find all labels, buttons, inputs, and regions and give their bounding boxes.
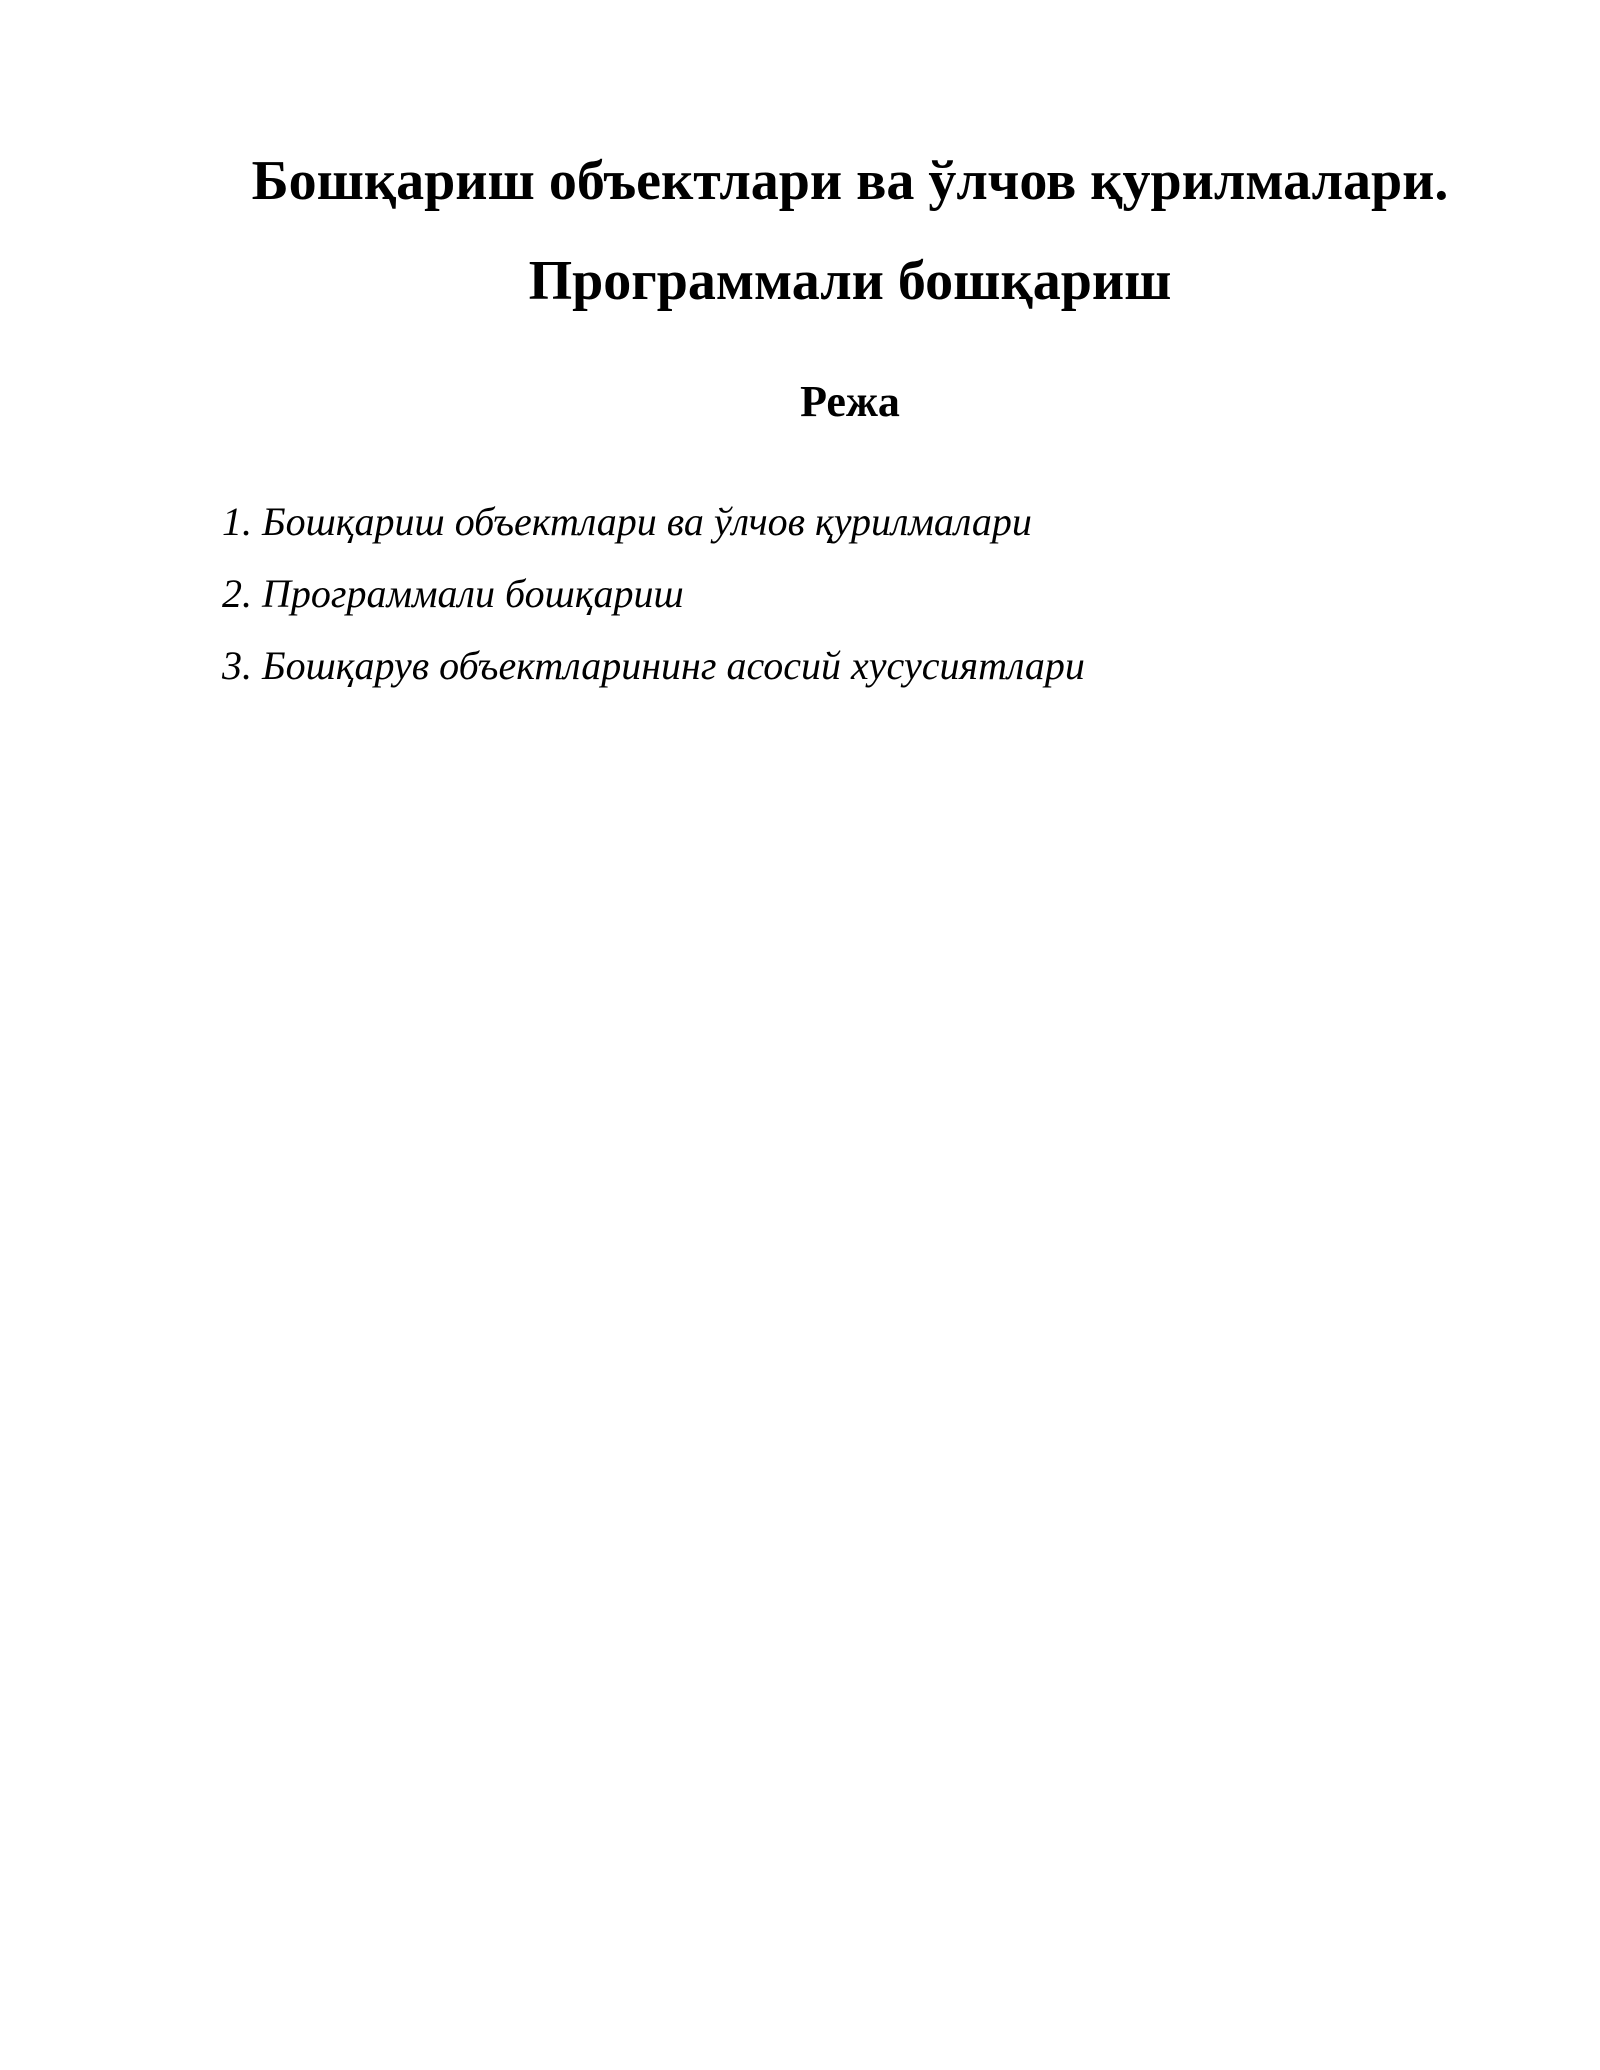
page-subtitle: Программали бошқариш — [528, 250, 1172, 312]
page-title: Бошқариш объектлари ва ўлчов қурилмалари. — [251, 150, 1449, 212]
plan-list — [222, 486, 1085, 702]
plan-item-3: 3. Бошқарув объектларининг асосий хусусиятлари — [222, 643, 1085, 688]
plan-item-2: 2. Программали бошқариш — [222, 571, 684, 616]
plan-item-1: 1. Бошқариш объектлари ва ўлчов қурилмалари — [222, 499, 1032, 544]
plan-heading: Режа — [800, 377, 900, 426]
